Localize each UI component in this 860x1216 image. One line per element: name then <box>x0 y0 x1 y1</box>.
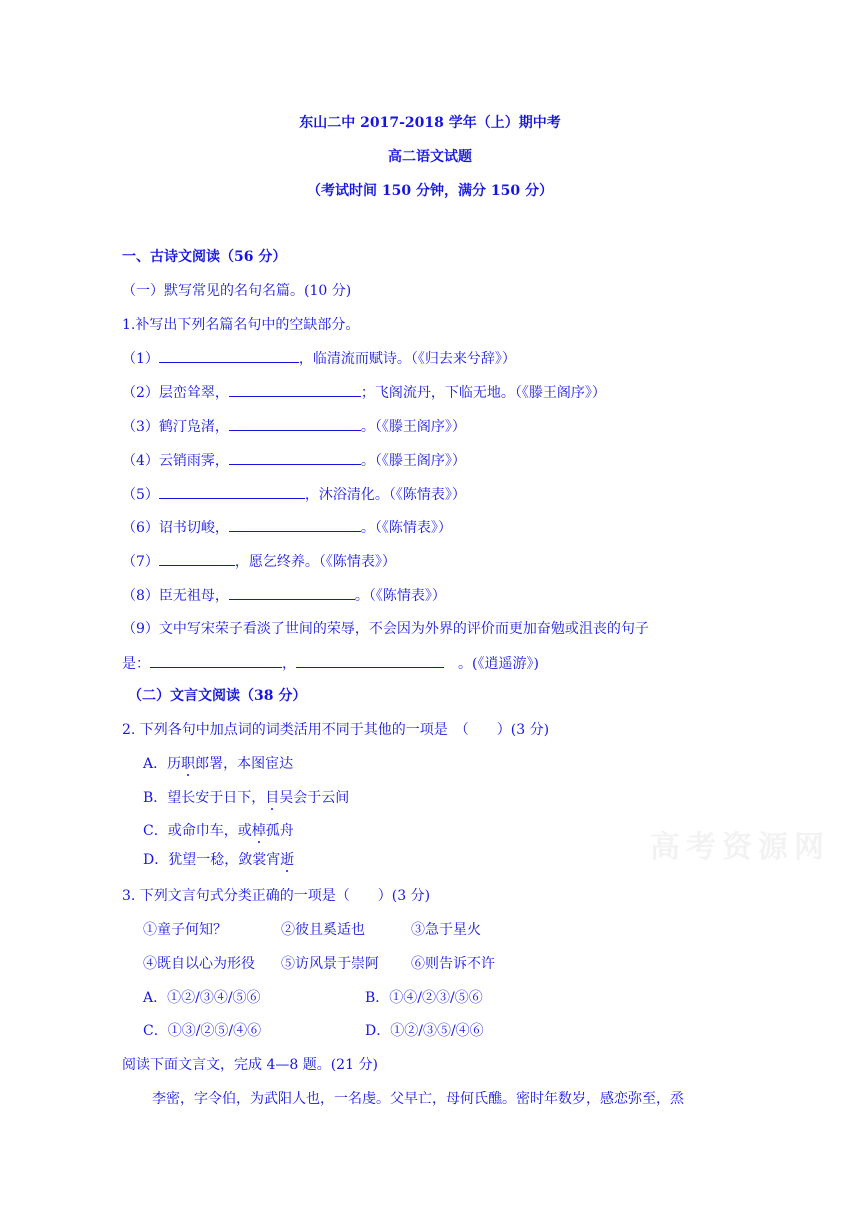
item-text-after: ，愿乞终养。（《陈情表》） <box>234 554 396 570</box>
q3-option[interactable]: B．①④/②③/⑤⑥ <box>365 990 483 1006</box>
option-text: D．犹望一稔，敛裳宵 <box>143 852 281 868</box>
sentence: ②彼且奚适也 <box>281 922 365 938</box>
fill-item <box>122 653 539 674</box>
sentence: ⑥则告诉不许 <box>411 956 495 972</box>
exam-info: （考试时间 150 分钟，满分 150 分） <box>307 183 553 199</box>
item-number: （8） <box>122 588 159 604</box>
item-number: （4） <box>122 453 159 469</box>
item-text-before: 鹤汀凫渚， <box>158 419 229 435</box>
answer-blank[interactable] <box>159 348 299 363</box>
q3-options-row <box>143 988 643 1008</box>
passage-text: 李密，字令伯，为武阳人也，一名虔。父早亡，母何氏醮。密时年数岁，感恋弥至，烝 <box>152 1091 684 1107</box>
item-text-after: 。(《逍遥游》) <box>458 656 539 672</box>
fill-item <box>122 517 452 538</box>
item-text-before: 是： <box>122 656 150 672</box>
answer-blank[interactable] <box>150 653 282 668</box>
item-text-after: ；飞阁流丹，下临无地。（《滕王阁序》） <box>360 385 606 401</box>
option-text: 郎署，本图宦达 <box>195 756 294 772</box>
item-text-mid: ， <box>282 656 296 672</box>
reading-intro: 阅读下面文言文，完成 4—8 题。(21 分) <box>122 1057 378 1073</box>
item-number: （1） <box>122 351 159 367</box>
fill-item <box>122 484 466 505</box>
item9-line1: （9）文中写宋荣子看淡了世间的荣辱，不会因为外界的评价而更加奋勉或沮丧的句子 <box>122 621 649 637</box>
q3-sentences-row <box>143 954 495 974</box>
fill-item <box>122 382 606 403</box>
item-number: （7） <box>122 554 159 570</box>
item-number: （2） <box>122 385 159 401</box>
q3-option[interactable]: A．①②/③④/⑤⑥ <box>143 990 261 1006</box>
q1-title: 1.补写出下列名篇名句中的空缺部分。 <box>122 317 360 333</box>
subject-title: 高二语文试题 <box>388 149 472 165</box>
school-title: 东山二中 2017-2018 学年（上）期中考 <box>299 115 561 131</box>
option-text: B．望长安于日下， <box>143 790 266 806</box>
fill-item <box>122 348 516 369</box>
sentence: ③急于星火 <box>411 922 481 938</box>
part1-title: （一）默写常见的名句名篇。(10 分) <box>122 283 352 299</box>
item-number: （3） <box>122 419 159 435</box>
item-number: （6） <box>122 520 159 536</box>
option-text: A．历 <box>143 756 182 772</box>
q3-option[interactable]: D．①②/③⑤/④⑥ <box>365 1023 484 1039</box>
section1-title: 一、古诗文阅读（56 分） <box>122 249 287 265</box>
sentence: ⑤访风景于崇阿 <box>281 956 379 972</box>
q3-stem: 3. 下列文言句式分类正确的一项是（ ）(3 分) <box>122 888 431 904</box>
option-text: C．或命巾车，或 <box>143 823 252 839</box>
fill-item <box>122 551 396 572</box>
q3-option[interactable]: C．①③/②⑤/④⑥ <box>143 1023 262 1039</box>
q2-stem: 2. 下列各句中加点词的词类活用不同于其他的一项是 （ ）(3 分) <box>122 722 550 738</box>
q2-option[interactable] <box>143 754 293 774</box>
q3-sentences-row <box>143 920 481 940</box>
sentence: ④既自以心为形役 <box>143 956 255 972</box>
dotted-word: 职 <box>181 756 196 772</box>
section2-title: （二）文言文阅读（38 分） <box>128 688 307 704</box>
option-text: 孤舟 <box>265 823 294 839</box>
fill-item <box>122 416 466 437</box>
item-text-before: 诏书切峻， <box>158 520 229 536</box>
q2-option[interactable] <box>143 821 294 841</box>
dotted-word: 目 <box>265 790 280 806</box>
dotted-word: 逝 <box>280 852 295 868</box>
q2-option[interactable] <box>143 788 349 808</box>
q3-options-row <box>143 1021 643 1041</box>
answer-blank[interactable] <box>229 416 361 431</box>
watermark: 高考资源网 <box>650 830 830 865</box>
item-text-after: 。（《滕王阁序》） <box>360 453 466 469</box>
option-text: 吴会于云间 <box>279 790 350 806</box>
dotted-word: 棹 <box>251 823 266 839</box>
answer-blank[interactable] <box>229 382 361 397</box>
answer-blank[interactable] <box>229 450 361 465</box>
sentence: ①童子何知？ <box>143 922 227 938</box>
item-text-after: 。（《陈情表》） <box>354 588 446 604</box>
item-number: （5） <box>122 487 159 503</box>
item-text-after: ，沐浴清化。（《陈情表》） <box>304 487 466 503</box>
answer-blank[interactable] <box>159 551 235 566</box>
item-text-before: 云销雨霁， <box>158 453 229 469</box>
item-text-after: ，临清流而赋诗。（《归去来兮辞》） <box>298 351 516 367</box>
q2-option[interactable] <box>143 850 294 870</box>
item-text-before: 臣无祖母， <box>158 588 229 604</box>
answer-blank[interactable] <box>229 585 355 600</box>
item-text-after: 。（《滕王阁序》） <box>360 419 466 435</box>
answer-blank[interactable] <box>296 653 444 668</box>
item-text-before: 层峦耸翠， <box>158 385 229 401</box>
answer-blank[interactable] <box>159 484 305 499</box>
fill-item <box>122 450 466 471</box>
fill-item <box>122 585 446 606</box>
item-text-after: 。（《陈情表》） <box>360 520 452 536</box>
answer-blank[interactable] <box>229 517 361 532</box>
